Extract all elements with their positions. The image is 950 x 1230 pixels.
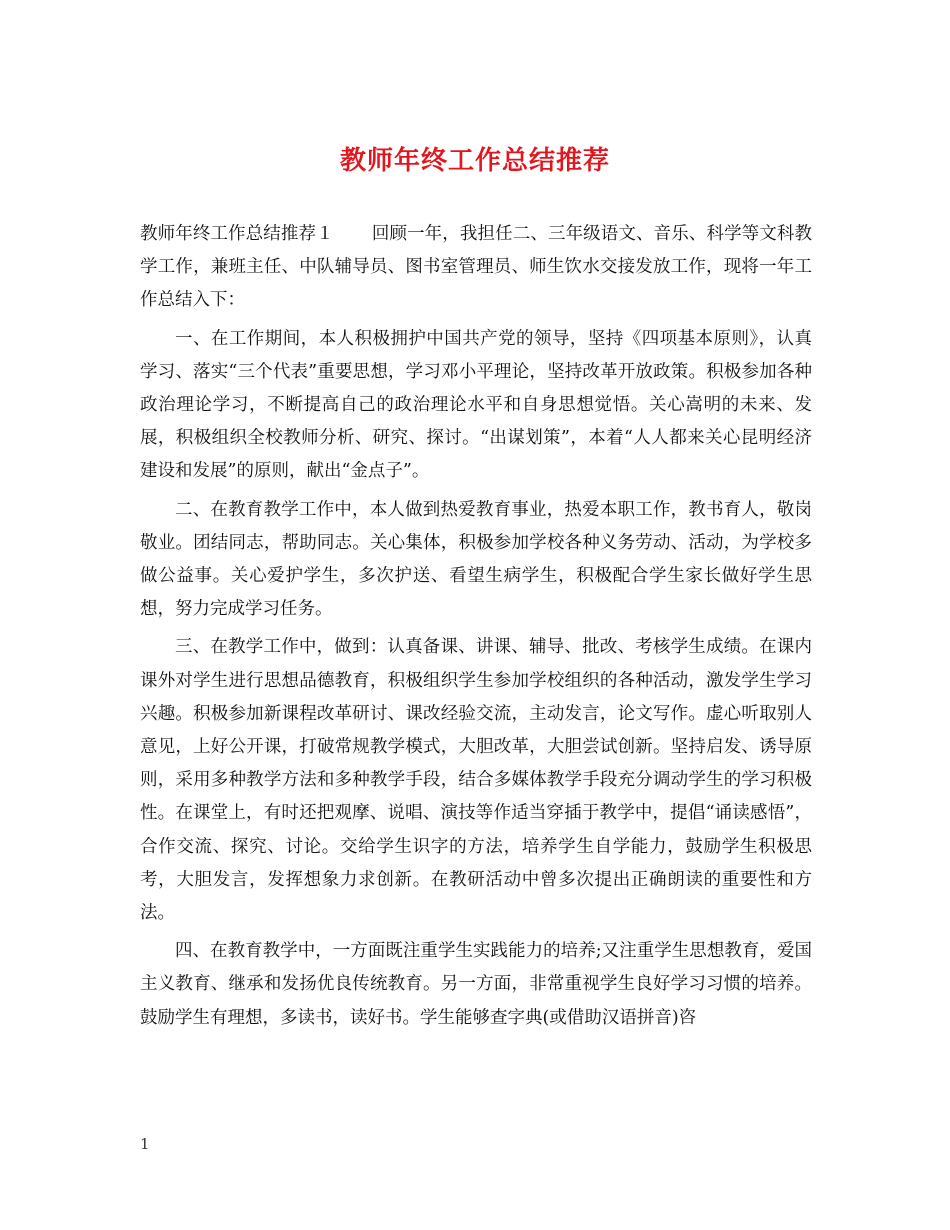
intro-lead: 教师年终工作总结推荐１ [140, 224, 334, 244]
page-number: 1 [140, 1135, 150, 1153]
intro-text: 回顾一年，我担任二、三年级语文、音乐、科学等文科教学工作，兼班主任、中队辅导员、图书室管理员、师生饮水交接发放工作，现将一年工作总结入下： [140, 224, 813, 311]
paragraph-2: 二、在教育教学工作中，本人做到热爱教育事业，热爱本职工作，教书育人，敬岗敬业。团结同志，帮助同志。关心集体，积极参加学校各种义务劳动、活动，为学校多做公益事。关心爱护学生，多次护送、看望生病学生，积极配合学生家长做好学生思想，努力完成学习任务。 [140, 499, 812, 620]
paragraph-1: 一、在工作期间，本人积极拥护中国共产党的领导，坚持《四项基本原则》，认真学习、落实“三个代表”重要思想，学习邓小平理论，坚持改革开放政策。积极参加各种政治理论学习，不断提高自己的政治理论水平和自身思想觉悟。关心嵩明的未来、发展，积极组织全校教师分析、研究、探讨。“出谋划策”，本着“人人都来关心昆明经济建设和发展”的原则，献出“金点子”。 [140, 328, 812, 482]
document-title: 教师年终工作总结推荐 [339, 146, 610, 176]
intro-paragraph [140, 218, 812, 318]
document-body [140, 218, 812, 1035]
paragraph-4: 四、在教育教学中，一方面既注重学生实践能力的培养;又注重学生思想教育，爱国主义教育、继承和发扬优良传统教育。另一方面，非常重视学生良好学习习惯的培养。鼓励学生有理想，多读书，读好书。学生能够查字典(或借助汉语拼音)咨 [140, 941, 812, 1028]
paragraph-3: 三、在教学工作中，做到：认真备课、讲课、辅导、批改、考核学生成绩。在课内课外对学生进行思想品德教育，积极组织学生参加学校组织的各种活动，激发学生学习兴趣。积极参加新课程改革研讨、课改经验交流，主动发言，论文写作。虚心听取别人意见，上好公开课，打破常规教学模式，大胆改革，大胆尝试创新。坚持启发、诱导原则，采用多种教学方法和多种教学手段，结合多媒体教学手段充分调动学生的学习积极性。在课堂上，有时还把观摩、说唱、演技等作适当穿插于教学中，提倡“诵读感悟”，合作交流、探究、讨论。交给学生识字的方法，培养学生自学能力，鼓励学生积极思考，大胆发言，发挥想象力求创新。在教研活动中曾多次提出正确朗读的重要性和方法。 [140, 637, 812, 924]
